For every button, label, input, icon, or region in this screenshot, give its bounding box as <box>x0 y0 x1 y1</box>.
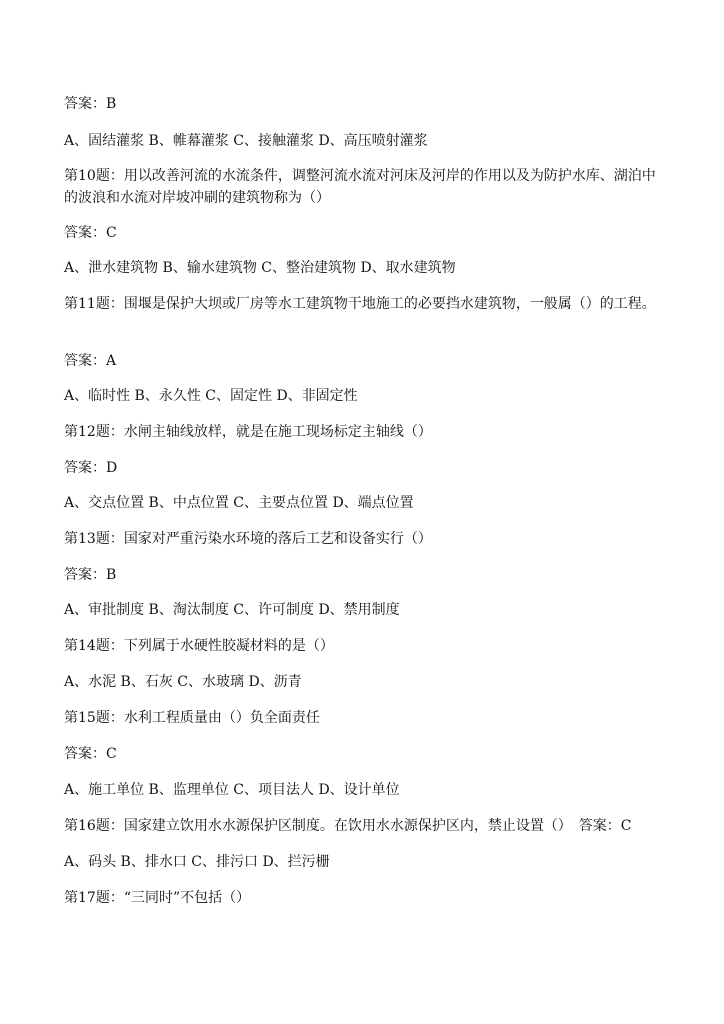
options-line: A、审批制度 B、淘汰制度 C、许可制度 D、禁用制度 <box>64 602 400 618</box>
options-line: A、固结灌浆 B、帷幕灌浆 C、接触灌浆 D、高压喷射灌浆 <box>64 133 428 149</box>
question-line: 第15题：水利工程质量由（）负全面责任 <box>64 710 320 726</box>
options-line: A、临时性 B、永久性 C、固定性 D、非固定性 <box>64 388 358 404</box>
options-line: A、泄水建筑物 B、输水建筑物 C、整治建筑物 D、取水建筑物 <box>64 260 456 276</box>
question-line: 第17题：“三同时”不包括（） <box>64 890 251 906</box>
question-line: 第13题：国家对严重污染水环境的落后工艺和设备实行（） <box>64 531 432 547</box>
question-line: 第14题：下列属于水硬性胶凝材料的是（） <box>64 638 334 654</box>
answer-line: 答案：C <box>64 225 117 241</box>
question-line: 第11题：围堰是保护大坝或厂房等水工建筑物干地施工的必要挡水建筑物，一般属（）的工程。 <box>64 296 656 312</box>
options-line: A、码头 B、排水口 C、排污口 D、拦污栅 <box>64 854 330 870</box>
options-line: A、施工单位 B、监理单位 C、项目法人 D、设计单位 <box>64 782 400 798</box>
answer-line: 答案：D <box>64 460 118 476</box>
question-line: 第16题：国家建立饮用水水源保护区制度。在饮用水水源保护区内，禁止设置（） 答案：C <box>64 818 632 834</box>
answer-line: 答案：B <box>64 567 117 583</box>
answer-line: 答案：B <box>64 96 117 112</box>
options-line: A、交点位置 B、中点位置 C、主要点位置 D、端点位置 <box>64 495 414 511</box>
options-line: A、水泥 B、石灰 C、水玻璃 D、沥青 <box>64 674 302 690</box>
answer-line: 答案：C <box>64 746 117 762</box>
answer-line: 答案：A <box>64 353 117 369</box>
question-line: 第12题：水闸主轴线放样，就是在施工现场标定主轴线（） <box>64 424 432 440</box>
question-line: 第10题：用以改善河流的水流条件，调整河流水流对河床及河岸的作用以及为防护水库、湖泊中的波浪和水流对岸坡冲刷的建筑物称为（） <box>64 168 656 206</box>
